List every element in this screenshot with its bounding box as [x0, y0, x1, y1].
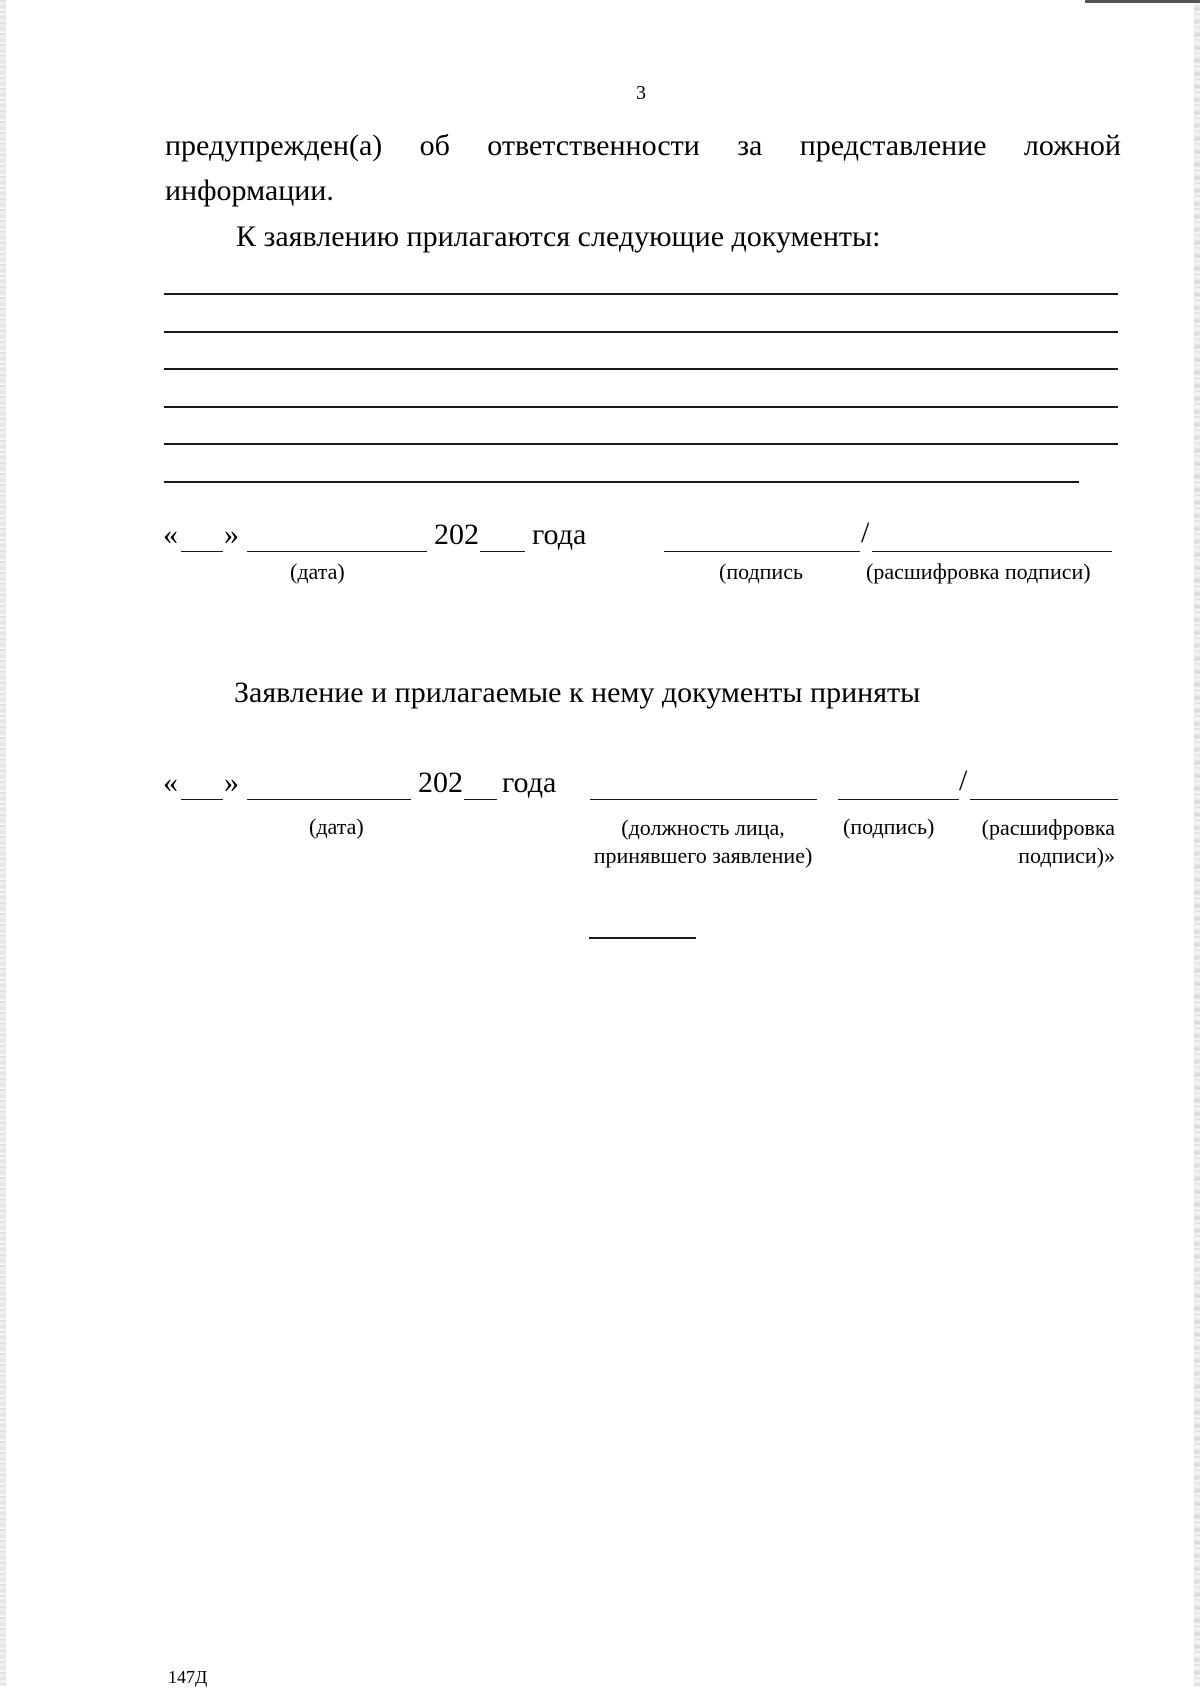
- page-number: 3: [636, 82, 646, 104]
- position-caption-line-2: принявшего заявление): [593, 843, 813, 868]
- footer-code: 147Д: [168, 1667, 208, 1687]
- attachment-line: [164, 293, 1118, 295]
- scan-edge-top: [1085, 0, 1200, 3]
- paragraph-line-1: предупрежден(а) об ответственности за представление ложной: [165, 129, 1121, 162]
- paragraph-line-2: информации.: [165, 174, 334, 207]
- decoding-blank: [970, 799, 1118, 800]
- month-blank: [247, 799, 411, 800]
- month-blank: [247, 551, 427, 552]
- date-caption: (дата): [309, 814, 364, 839]
- decoding-caption-line-1: (расшифровка: [981, 815, 1115, 840]
- attachment-line: [164, 331, 1118, 333]
- acceptance-heading: Заявление и прилагаемые к нему документы приняты: [234, 676, 921, 709]
- position-caption-line-1: (должность лица,: [621, 815, 785, 840]
- closing-rule: [589, 937, 696, 939]
- position-blank: [590, 799, 817, 800]
- signature-blank: [838, 799, 959, 800]
- year-word: года: [532, 518, 587, 551]
- slash: /: [959, 764, 968, 797]
- close-quote: »: [224, 766, 239, 799]
- signature-blank: [664, 551, 860, 552]
- decoding-caption-line-2: подписи)»: [1018, 843, 1115, 868]
- decoding-blank: [872, 551, 1112, 552]
- attachment-line: [164, 481, 1079, 483]
- scan-edge-left: [0, 0, 6, 1686]
- year-blank: [464, 799, 497, 800]
- year-prefix: 202: [434, 518, 479, 551]
- day-blank: [181, 799, 223, 800]
- day-blank: [181, 551, 223, 552]
- open-quote: «: [163, 518, 178, 551]
- year-prefix: 202: [418, 766, 463, 799]
- scan-edge-right: [1194, 0, 1200, 1686]
- year-word: года: [502, 766, 557, 799]
- year-blank: [480, 551, 525, 552]
- attachment-line: [164, 443, 1118, 445]
- signature-caption: (подпись: [719, 559, 804, 584]
- attachment-line: [164, 368, 1118, 370]
- attachments-heading: К заявлению прилагаются следующие документы:: [236, 220, 881, 253]
- decoding-caption: [960, 814, 1115, 870]
- position-caption: [568, 814, 838, 870]
- decoding-caption: (расшифровка подписи): [866, 559, 1091, 584]
- attachment-line: [164, 406, 1118, 408]
- close-quote: »: [224, 518, 239, 551]
- date-caption: (дата): [290, 559, 345, 584]
- slash: /: [861, 516, 870, 549]
- signature-caption: (подпись): [843, 814, 935, 839]
- open-quote: «: [163, 766, 178, 799]
